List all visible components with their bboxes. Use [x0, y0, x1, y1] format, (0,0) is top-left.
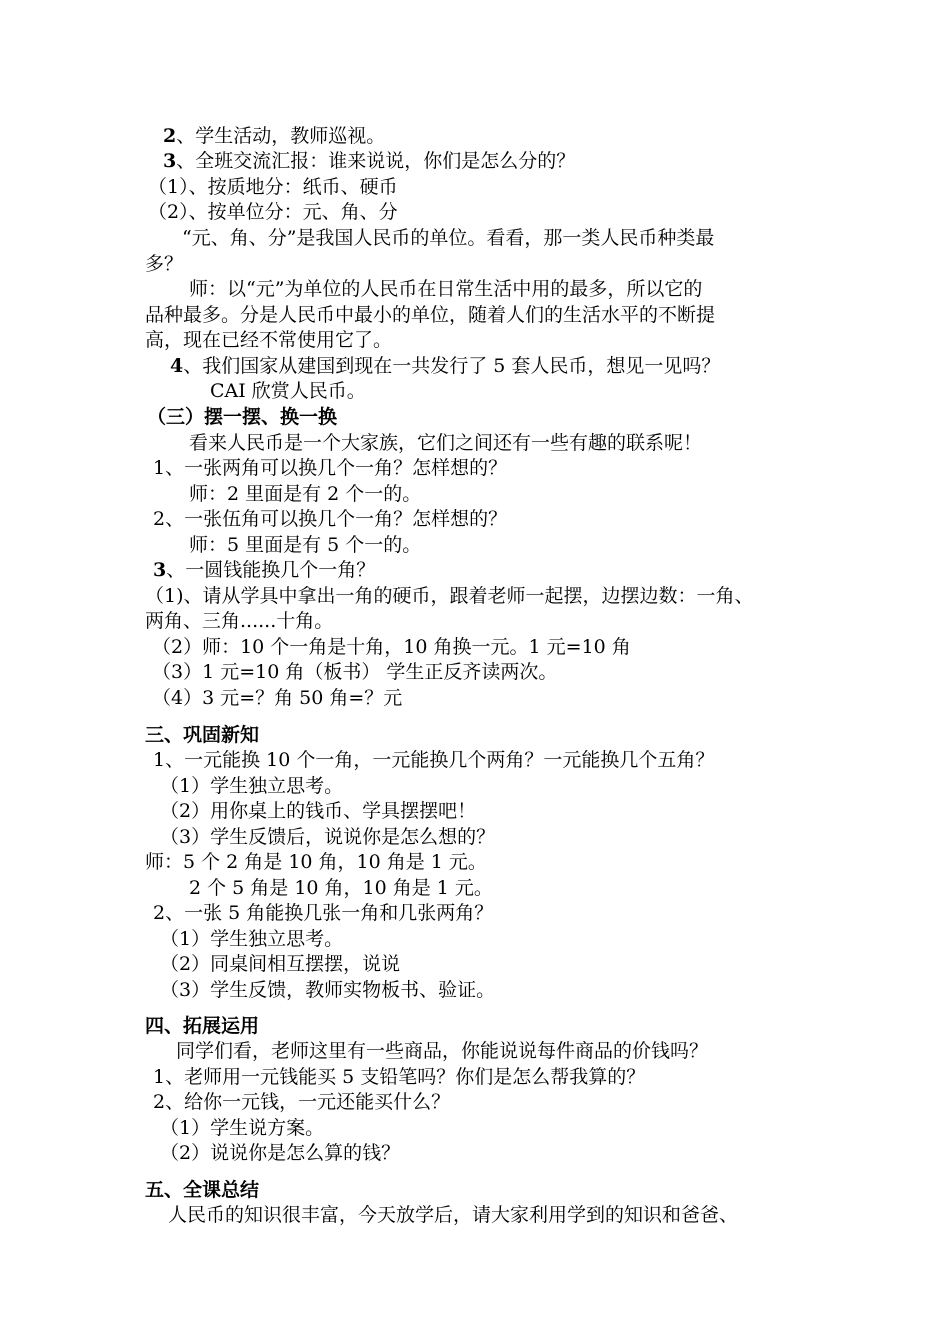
section-heading: 五、全课总结: [145, 1179, 260, 1201]
text-line: （2）、按单位分：元、角、分: [148, 201, 398, 223]
text-line: （2）师：10 个一角是十角，10 角换一元。1 元=10 角: [152, 636, 631, 658]
text-line: 2、学生活动，教师巡视。: [163, 125, 386, 147]
section-heading: （三）摆一摆、换一换: [147, 406, 338, 428]
text-line: 看来人民币是一个大家族，它们之间还有一些有趣的联系呢！: [189, 432, 703, 454]
text-line: （3）学生反馈后，说说你是怎么想的？: [160, 826, 496, 848]
text-line: （1）、按质地分：纸币、硬币: [148, 176, 398, 198]
text-line: （2）用你桌上的钱币、学具摆摆吧！: [160, 800, 477, 822]
text-line: 人民币的知识很丰富，今天放学后，请大家利用学到的知识和爸爸、: [168, 1204, 739, 1226]
text-line: （3）1 元=10 角（板书） 学生正反齐读两次。: [152, 661, 558, 683]
section-heading: 四、拓展运用: [145, 1015, 260, 1037]
text-line: （4）3 元=？角 50 角=？元: [152, 687, 403, 709]
text-line: 师：5 里面是有 5 个一的。: [189, 534, 422, 556]
text-line: 2、给你一元钱，一元还能买什么？: [153, 1091, 451, 1113]
text-line: 2 个 5 角是 10 角，10 角是 1 元。: [189, 877, 493, 899]
text-line: （2）说说你是怎么算的钱？: [160, 1142, 401, 1164]
text-line: 师：以“元”为单位的人民币在日常生活中用的最多，所以它的: [189, 278, 703, 300]
text-line: 1、一元能换 10 个一角，一元能换几个两角？一元能换几个五角？: [153, 749, 715, 771]
section-heading: 三、巩固新知: [145, 724, 260, 746]
text-line: CAI 欣赏人民币。: [210, 380, 366, 402]
text-line: 同学们看，老师这里有一些商品，你能说说每件商品的价钱吗？: [176, 1040, 709, 1062]
text-line: （3）学生反馈，教师实物板书、验证。: [160, 979, 496, 1001]
text-line: 1、一张两角可以换几个一角？怎样想的？: [153, 457, 508, 479]
text-line: 两角、三角......十角。: [145, 610, 334, 632]
text-line: 3、一圆钱能换几个一角？: [153, 559, 376, 581]
text-line: （1）学生说方案。: [160, 1117, 325, 1139]
text-line: 2、一张伍角可以换几个一角？怎样想的？: [153, 508, 508, 530]
text-line: （1)、请从学具中拿出一角的硬币，跟着老师一起摆，边摆边数：一角、: [145, 585, 754, 607]
text-line: 4、我们国家从建国到现在一共发行了 5 套人民币，想见一见吗？: [170, 355, 721, 377]
text-line: “元、角、分”是我国人民币的单位。看看，那一类人民币种类最: [182, 227, 715, 249]
text-line: （1）学生独立思考。: [160, 775, 344, 797]
text-line: 师：5 个 2 角是 10 角，10 角是 1 元。: [145, 851, 487, 873]
text-line: 1、老师用一元钱能买 5 支铅笔吗？你们是怎么帮我算的？: [153, 1066, 646, 1088]
text-line: 品种最多。分是人民币中最小的单位，随着人们的生活水平的不断提: [145, 304, 716, 326]
text-line: 多？: [145, 253, 184, 275]
text-line: 师：2 里面是有 2 个一的。: [189, 483, 422, 505]
text-line: 2、一张 5 角能换几张一角和几张两角？: [153, 902, 494, 924]
text-line: 高，现在已经不常使用它了。: [145, 329, 393, 351]
text-line: （1）学生独立思考。: [160, 928, 344, 950]
text-line: 3、全班交流汇报：谁来说说，你们是怎么分的？: [163, 150, 576, 172]
text-line: （2）同桌间相互摆摆，说说: [160, 953, 401, 975]
